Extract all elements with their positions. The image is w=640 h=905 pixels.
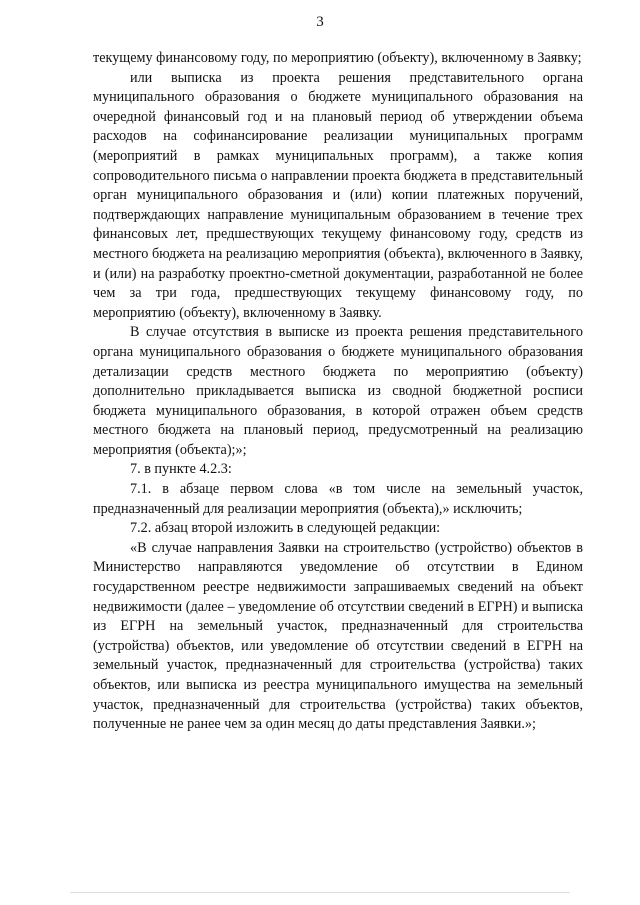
document-body (93, 49, 583, 735)
paragraph-6: 7.2. абзац второй изложить в следующей редакции: (130, 520, 441, 537)
paragraph-3: В случае отсутствия в выписке из проекта решения представительного органа муниципального образования о бюджете муниципального образования детализации средств местного бюджета по мероприятию (объекту) дополнительно прикладывается выписка из сводной бюджетной росписи бюджета муниципального образования, в которой отражен объем средств местного бюджета на плановый период, предусмотренный на реализацию мероприятия (объекта);»; (93, 324, 583, 458)
paragraph-5: 7.1. в абзаце первом слова «в том числе на земельный участок, предназначенный для реализации мероприятия (объекта),» исключить; (93, 481, 583, 517)
paragraph-2: или выписка из проекта решения представительного органа муниципального образования о бюджете муниципального образования на очередной финансовый год и на плановый период об утверждении объема расходов на софинансирование реализации муниципальных программ (мероприятий в рамках муниципальных программ), а также копия сопроводительного письма о направлении проекта бюджета в представительный орган муниципального образования и (или) копии платежных поручений, подтверждающих направление муниципальным образованием в течение трех финансовых лет, предшествующих текущему финансовому году, средств из местного бюджета на реализацию мероприятия (объекта), включенного в Заявку, и (или) на разработку проектно-сметной документации, разработанной не более чем за три года, предшествующих текущему финансовому году, по мероприятию (объекту), включенному в Заявку. (93, 69, 583, 321)
paragraph-7: «В случае направления Заявки на строительство (устройство) объектов в Министерство направляются уведомление об отсутствии в Едином государственном реестре недвижимости запрашиваемых сведений на объект недвижимости (далее – уведомление об отсутствии сведений в ЕГРН) и выписка из ЕГРН на земельный участок, предназначенный для строительства (устройства) объектов, или уведомление об отсутствии сведений в ЕГРН на земельный участок, предназначенный для строительства (устройства) таких объектов, или выписка из реестра муниципального имущества на земельный участок, предназначенный для строительства (устройства) таких объектов, полученные не ранее чем за один месяц до даты представления Заявки.»; (93, 539, 583, 733)
page-number: 3 (316, 14, 324, 30)
paragraph-1: текущему финансовому году, по мероприятию (объекту), включенному в Заявку; (93, 50, 582, 66)
page-bottom-edge (70, 892, 570, 893)
paragraph-4: 7. в пункте 4.2.3: (130, 461, 232, 478)
